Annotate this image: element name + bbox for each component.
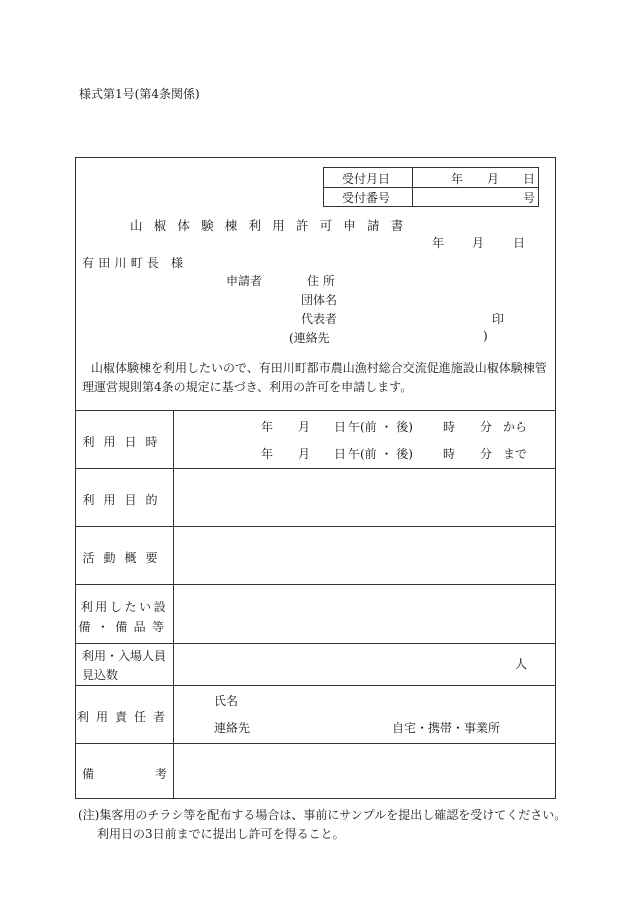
form-title: 山椒体験棟利用許可申請書 xyxy=(130,218,415,233)
applicant-address-label: 住 所 xyxy=(307,274,335,288)
attendees-label-2: 見込数 xyxy=(82,668,119,682)
to-year: 年 xyxy=(261,447,274,461)
seal-mark: 印 xyxy=(492,312,505,326)
to-month: 月 xyxy=(298,447,311,461)
to-day: 日 xyxy=(334,447,347,461)
receipt-box xyxy=(323,167,539,207)
receipt-date-month: 月 xyxy=(487,172,500,186)
applicant-label: 申請者 xyxy=(226,274,263,288)
note-line-2: 利用日の3日前までに提出し許可を得ること。 xyxy=(97,827,345,841)
from-ampm: 午(前 ・ 後) xyxy=(348,420,413,434)
receipt-date-year: 年 xyxy=(451,172,464,186)
from-hour: 時 xyxy=(443,420,456,434)
application-year: 年 xyxy=(432,236,445,250)
applicant-organization-label: 団体名 xyxy=(301,293,338,307)
receipt-number-unit: 号 xyxy=(523,191,536,205)
from-minute: 分 xyxy=(480,420,493,434)
to-suffix: まで xyxy=(503,447,528,461)
receipt-date-day: 日 xyxy=(523,172,536,186)
receipt-number-label: 受付番号 xyxy=(342,191,391,205)
attendees-unit: 人 xyxy=(515,657,528,671)
applicant-contact-close: ) xyxy=(483,329,488,343)
remarks-label-1: 備 xyxy=(82,767,95,781)
to-hour: 時 xyxy=(443,447,456,461)
from-month: 月 xyxy=(298,420,311,434)
applicant-representative-label: 代表者 xyxy=(301,312,338,326)
applicant-contact-open: (連絡先 xyxy=(289,331,330,345)
from-year: 年 xyxy=(261,420,274,434)
responsible-name-label: 氏名 xyxy=(214,694,239,708)
note-line-1: (注)集客用のチラシ等を配布する場合は、事前にサンプルを提出し確認を受けてください。 xyxy=(78,808,567,822)
receipt-date-row xyxy=(324,168,538,188)
form-reference: 様式第1号(第4条関係) xyxy=(79,87,200,101)
equipment-label-2: 備・備品等 xyxy=(78,620,171,634)
equipment-label-1: 利用したい設 xyxy=(80,600,169,614)
application-day: 日 xyxy=(513,236,526,250)
responsible-contact-type: 自宅・携帯・事業所 xyxy=(392,721,501,735)
responsible-contact-label: 連絡先 xyxy=(214,721,251,735)
responsible-label: 利用責任者 xyxy=(76,710,172,724)
activity-label: 活動概要 xyxy=(82,551,167,565)
to-ampm: 午(前 ・ 後) xyxy=(348,447,413,461)
receipt-number-row xyxy=(324,187,538,206)
application-body-line-2: 理運営規則第4条の規定に基づき、利用の許可を申請します。 xyxy=(82,380,413,394)
from-suffix: から xyxy=(503,420,528,434)
addressee: 有田川町長 様 xyxy=(82,256,188,270)
to-minute: 分 xyxy=(480,447,493,461)
purpose-label: 利用目的 xyxy=(82,493,167,507)
from-day: 日 xyxy=(334,420,347,434)
usage-datetime-label: 利用日時 xyxy=(82,435,167,449)
application-month: 月 xyxy=(472,236,485,250)
receipt-date-label: 受付月日 xyxy=(342,172,391,186)
application-body-line-1: 山椒体験棟を利用したいので、有田川町都市農山漁村総合交流促進施設山椒体験棟管 xyxy=(91,361,547,375)
attendees-label-1: 利用・入場人員 xyxy=(82,649,167,663)
remarks-label-2: 考 xyxy=(155,767,168,781)
